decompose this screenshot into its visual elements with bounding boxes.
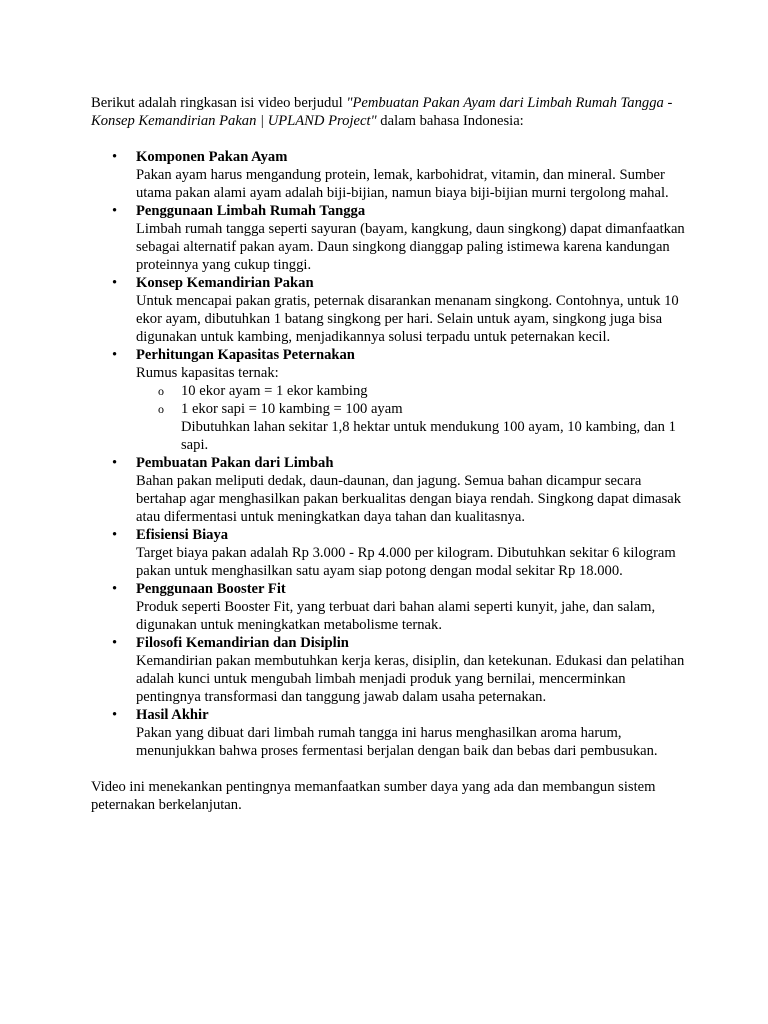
item-body: Target biaya pakan adalah Rp 3.000 - Rp 4.000 per kilogram. Dibutuhkan sekitar 6 kilogram pakan untuk menghasilkan satu ayam siap potong dengan modal sekitar Rp 18.000.	[136, 545, 676, 579]
item-title: Filosofi Kemandirian dan Disiplin	[136, 635, 349, 651]
item-body: Pakan ayam harus mengandung protein, lemak, karbohidrat, vitamin, dan mineral. Sumber utama pakan alami ayam adalah biji-bijian, namun biaya biji-bijian murni tergolong mahal.	[136, 167, 669, 201]
list-item-limbah	[91, 202, 688, 274]
video-title: "Pembuatan Pakan Ayam dari Limbah Rumah Tangga - Konsep Kemandirian Pakan | UPLAND Project"	[91, 95, 673, 129]
list-item-komponen	[91, 148, 688, 202]
list-item-efisiensi	[91, 526, 688, 580]
item-body: Bahan pakan meliputi dedak, daun-daunan, dan jagung. Semua bahan dicampur secara bertahap agar menghasilkan pakan berkualitas dengan biaya rendah. Singkong dapat dimasak atau difermentasi untuk meningkatkan daya tahan dan kualitasnya.	[136, 473, 682, 525]
sub-item-text: 10 ekor ayam = 1 ekor kambing	[181, 383, 368, 399]
item-title: Perhitungan Kapasitas Peternakan	[136, 347, 355, 363]
item-body: Untuk mencapai pakan gratis, peternak disarankan menanam singkong. Contohnya, untuk 10 ekor ayam, dibutuhkan 1 batang singkong per hari. Selain untuk ayam, singkong juga bisa digunakan untuk kambing, menjadikannya solusi terpadu untuk peternakan kecil.	[136, 293, 679, 345]
intro-paragraph	[91, 94, 688, 130]
sub-item-text: 1 ekor sapi = 10 kambing = 100 ayam	[181, 401, 403, 417]
item-title: Penggunaan Limbah Rumah Tangga	[136, 203, 366, 219]
sub-item-note: Dibutuhkan lahan sekitar 1,8 hektar untuk mendukung 100 ayam, 10 kambing, dan 1 sapi.	[181, 419, 676, 453]
intro-suffix: dalam bahasa Indonesia:	[376, 113, 524, 129]
item-body: Kemandirian pakan membutuhkan kerja keras, disiplin, dan ketekunan. Edukasi dan pelatihan adalah kunci untuk mengubah limbah menjadi produk yang bernilai, mencerminkan pentingnya transformasi dan tanggung jawab dalam usaha peternakan.	[136, 653, 685, 705]
list-item-kapasitas	[91, 346, 688, 454]
item-body: Pakan yang dibuat dari limbah rumah tangga ini harus menghasilkan aroma harum, menunjukkan bahwa proses fermentasi berjalan dengan baik dan bebas dari pembusukan.	[136, 725, 658, 759]
item-body: Produk seperti Booster Fit, yang terbuat dari bahan alami seperti kunyit, jahe, dan salam, digunakan untuk meningkatkan metabolisme ternak.	[136, 599, 656, 633]
capacity-sublist	[136, 382, 688, 454]
list-item-kemandirian	[91, 274, 688, 346]
item-title: Konsep Kemandirian Pakan	[136, 275, 314, 291]
conclusion-paragraph: Video ini menekankan pentingnya memanfaatkan sumber daya yang ada dan membangun sistem peternakan berkelanjutan.	[91, 779, 656, 813]
sub-item	[136, 400, 688, 454]
list-item-pembuatan	[91, 454, 688, 526]
item-title: Penggunaan Booster Fit	[136, 581, 286, 597]
item-title: Pembuatan Pakan dari Limbah	[136, 455, 334, 471]
summary-list	[91, 148, 688, 760]
item-title: Efisiensi Biaya	[136, 527, 229, 543]
list-item-booster	[91, 580, 688, 634]
intro-prefix: Berikut adalah ringkasan isi video berjudul	[91, 95, 347, 111]
item-body: Limbah rumah tangga seperti sayuran (bayam, kangkung, daun singkong) dapat dimanfaatkan sebagai alternatif pakan ayam. Daun singkong dianggap paling istimewa karena kandungan proteinnya yang cukup tinggi.	[136, 221, 685, 273]
sub-item	[136, 382, 688, 400]
item-body: Rumus kapasitas ternak:	[136, 365, 279, 381]
list-item-filosofi	[91, 634, 688, 706]
item-title: Hasil Akhir	[136, 707, 209, 723]
list-item-hasil	[91, 706, 688, 760]
item-title: Komponen Pakan Ayam	[136, 149, 288, 165]
